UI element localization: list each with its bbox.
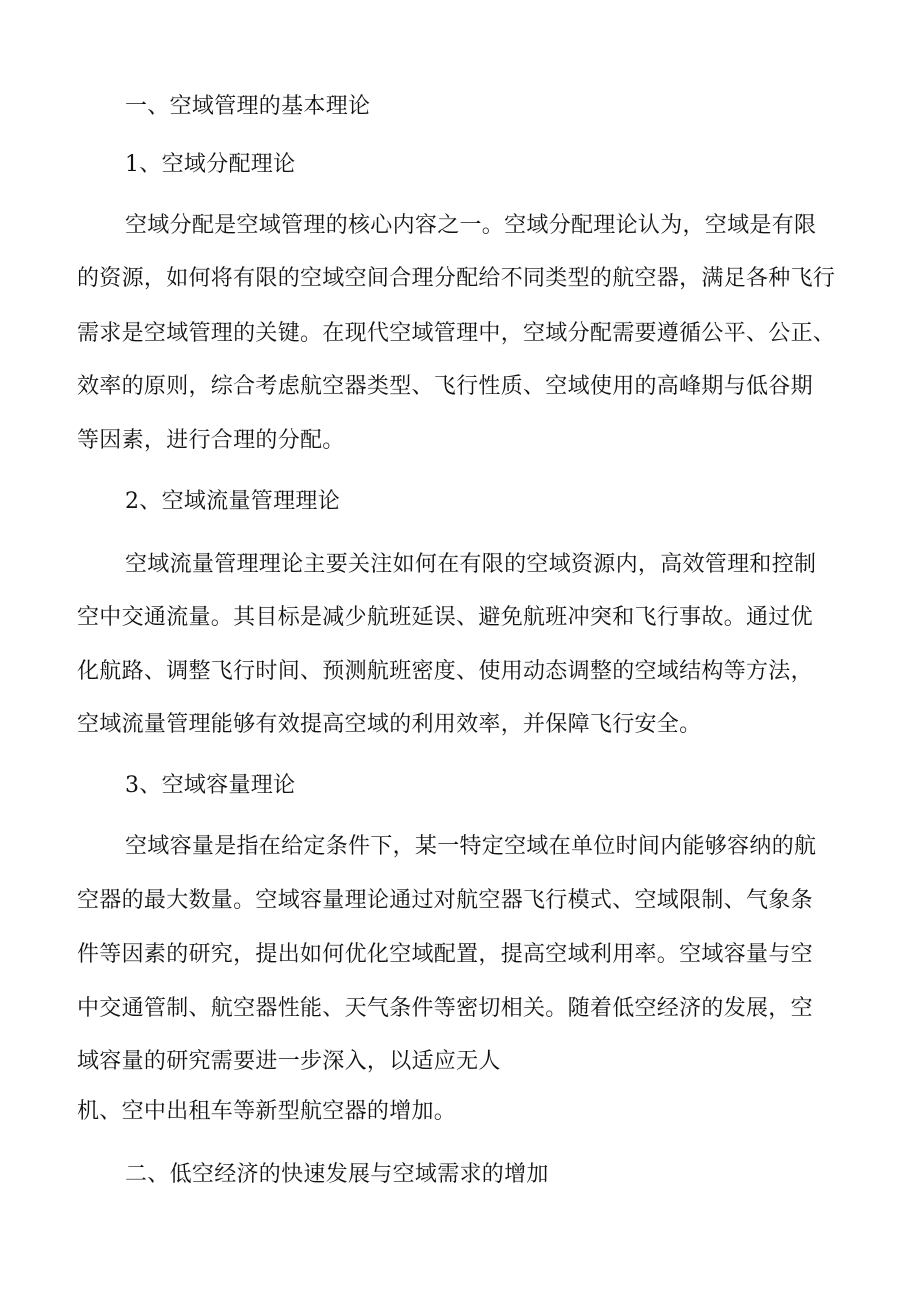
section-2-line: 化航路、调整飞行时间、预测航班密度、使用动态调整的空域结构等方法， [77,659,813,684]
section-1-heading: 1、空域分配理论 [125,152,296,177]
section-3-line: 域容量的研究需要进一步深入，以适应无人 [77,1049,501,1074]
heading-1: 一、空域管理的基本理论 [125,94,371,119]
section-1-line: 等因素，进行合理的分配。 [77,428,345,453]
section-3-line: 空器的最大数量。空域容量理论通过对航空器飞行模式、空域限制、气象条 [77,888,813,913]
section-3-line: 中交通管制、航空器性能、天气条件等密切相关。随着低空经济的发展，空 [77,996,813,1021]
section-3-line: 机、空中出租车等新型航空器的增加。 [77,1099,457,1124]
section-2-line: 空中交通流量。其目标是减少航班延误、避免航班冲突和飞行事故。通过优 [77,605,813,630]
section-1-line: 的资源，如何将有限的空域空间合理分配给不同类型的航空器，满足各种飞行 [77,266,836,291]
section-2-line: 空域流量管理能够有效提高空域的利用效率，并保障飞行安全。 [77,712,702,737]
section-2-heading: 2、空域流量管理理论 [125,489,340,514]
section-1-line: 需求是空域管理的关键。在现代空域管理中，空域分配需要遵循公平、公正、 [77,321,836,346]
section-3-heading: 3、空域容量理论 [125,773,296,798]
section-2-line: 空域流量管理理论主要关注如何在有限的空域资源内，高效管理和控制 [125,552,817,577]
heading-2: 二、低空经济的快速发展与空域需求的增加 [125,1162,549,1187]
section-3-line: 空域容量是指在给定条件下，某一特定空域在单位时间内能够容纳的航 [125,834,817,859]
section-3-line: 件等因素的研究，提出如何优化空域配置，提高空域利用率。空域容量与空 [77,942,813,967]
section-1-line: 效率的原则，综合考虑航空器类型、飞行性质、空域使用的高峰期与低谷期 [77,374,813,399]
section-1-line: 空域分配是空域管理的核心内容之一。空域分配理论认为，空域是有限 [125,213,817,238]
